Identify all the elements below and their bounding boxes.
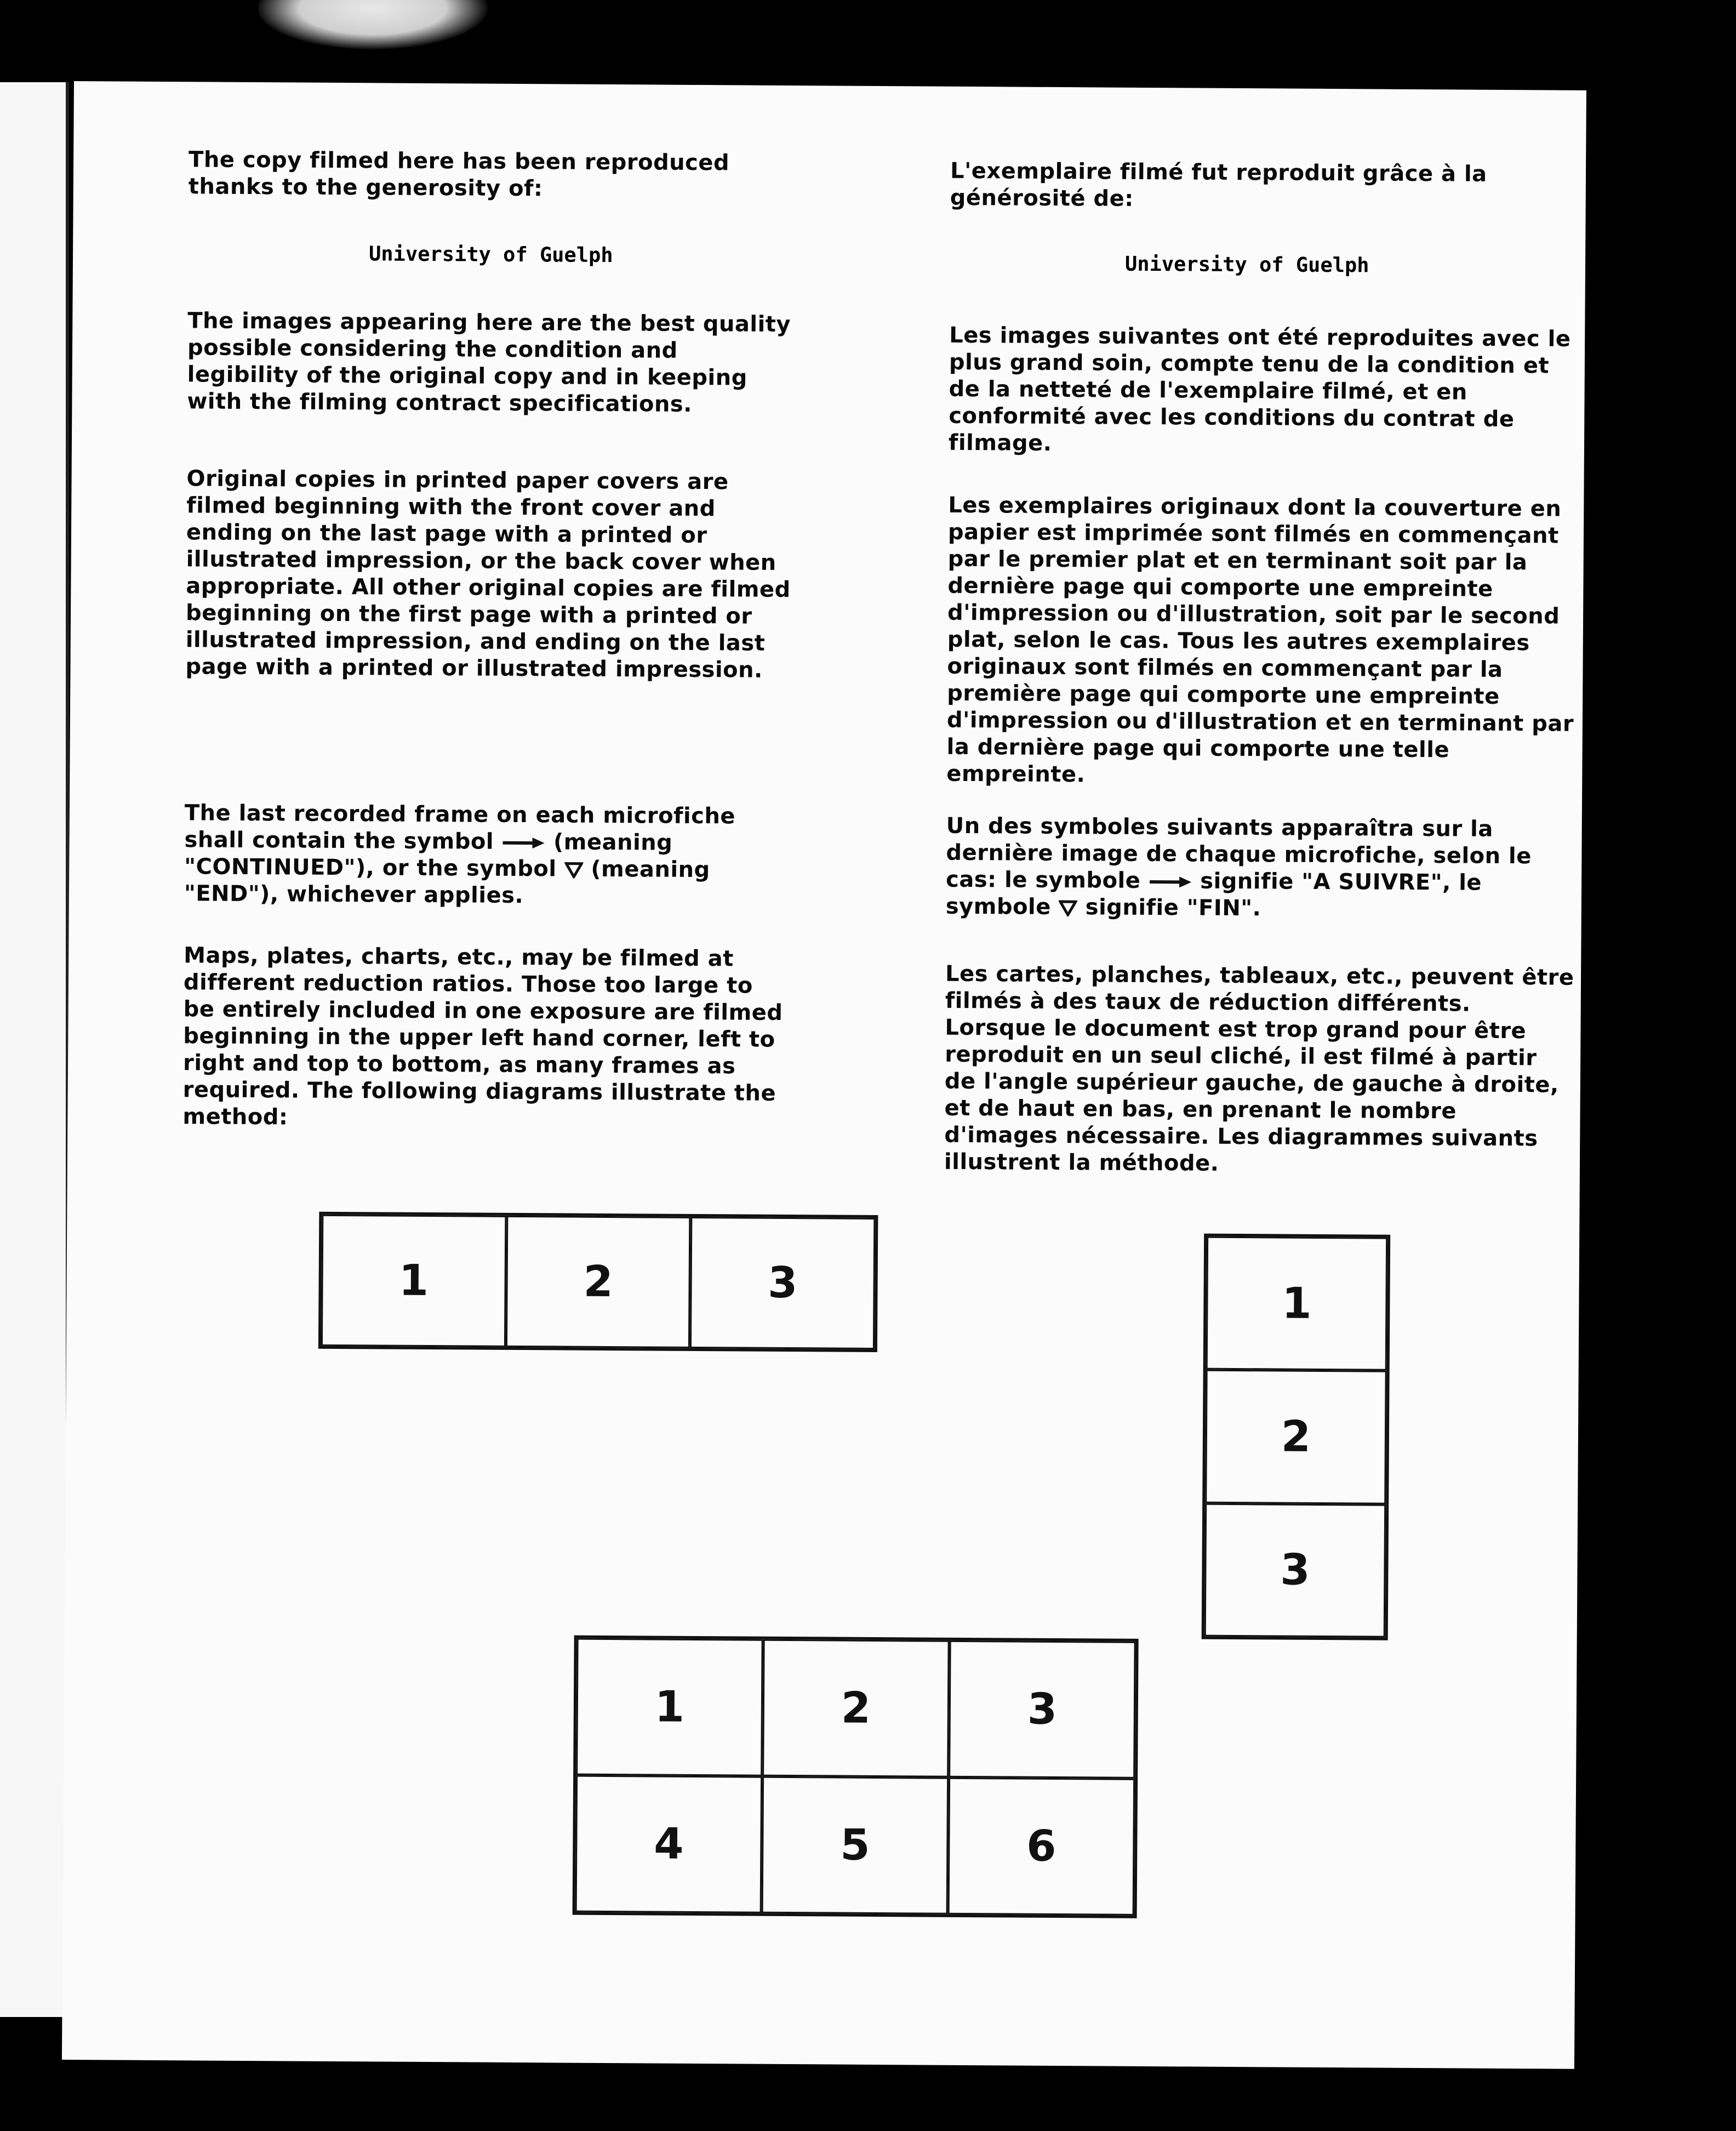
frame-cell: 4 bbox=[575, 1775, 763, 1913]
right-covers-text: Les exemplaires originaux dont la couverture en papier est imprimée sont filmés en commençant par le premier plat et en terminant soit par la dernière page qui comporte une empreinte d'impression ou d'illustration, soit par le second plat, selon le cas. Tous les autres exemplaires originaux sont filmés en commençant par la première page qui comporte une empreinte d'impression ou d'illustration et en terminant par la dernière page qui comporte une telle empreinte. bbox=[946, 492, 1574, 788]
frame-cell: 2 bbox=[1205, 1370, 1386, 1504]
right-symbols-paragraph bbox=[946, 813, 1577, 924]
frame-cell: 3 bbox=[690, 1217, 875, 1349]
document-page bbox=[62, 81, 1586, 2069]
left-quality-paragraph bbox=[187, 307, 796, 419]
grid-frame-diagram bbox=[573, 1636, 1139, 1918]
right-maps-paragraph bbox=[944, 961, 1575, 1180]
continued-arrow-icon bbox=[1149, 875, 1192, 888]
frame-cell: 2 bbox=[506, 1216, 691, 1348]
left-symbols-text-c: (meaning "END"), whichever applies. bbox=[184, 856, 710, 909]
right-intro: L'exemplaire filmé fut reproduit grâce à la générosité de: bbox=[950, 158, 1487, 212]
right-maps-text: Les cartes, planches, tableaux, etc., peuvent être filmés à des taux de réduction différents. Lorsque le document est trop grand pour être reproduit en un seul cliché, il est filmé à partir de l'angle supérieur gauche, de gauche à droite, et de haut en bas, en prenant le nombre d'images nécessaire. Les diagrammes suivants illustrent la méthode. bbox=[944, 961, 1574, 1176]
left-symbols-paragraph bbox=[184, 800, 793, 911]
left-covers-text: Original copies in printed paper covers are filmed beginning with the front cover and ending on the last page with a printed or illustrated impression, or the back cover when appropriate. All other original copies are filmed beginning on the first page with a printed or illustrated impression, and ending on the last page with a printed or illustrated impression. bbox=[185, 466, 791, 683]
right-quality-text: Les images suivantes ont été reproduites avec le plus grand soin, compte tenu de la condition et de la netteté de l'exemplaire filmé, et en conformité avec les conditions du contrat de filmage. bbox=[948, 322, 1571, 456]
left-symbols-text-a: The last recorded frame on each microfiche shall contain the symbol bbox=[184, 800, 736, 854]
left-symbols-text-b: (meaning "CONTINUED"), or the symbol bbox=[184, 829, 673, 882]
vertical-frame-diagram bbox=[1202, 1234, 1391, 1640]
frame-cell: 2 bbox=[762, 1639, 950, 1777]
frame-cell: 1 bbox=[576, 1638, 763, 1776]
end-triangle-icon bbox=[1059, 900, 1077, 916]
previous-page-edge bbox=[0, 82, 69, 2017]
scan-artifact bbox=[258, 0, 488, 49]
horizontal-frame-diagram bbox=[318, 1212, 878, 1352]
left-intro: The copy filmed here has been reproduced thanks to the generosity of: bbox=[188, 147, 730, 202]
frame-cell: 1 bbox=[321, 1215, 506, 1347]
left-maps-text: Maps, plates, charts, etc., may be filmed at different reduction ratios. Those too large to be entirely included in one exposure are filmed beginning in the upper left hand corner, left to right and top to bottom, as many frames as required. The following diagrams illustrate the method: bbox=[182, 943, 783, 1130]
frame-cell: 3 bbox=[1204, 1503, 1386, 1637]
frame-cell: 3 bbox=[949, 1640, 1136, 1779]
left-quality-text: The images appearing here are the best quality possible considering the condition and legibility of the original copy and in keeping with the filming contract specifications. bbox=[187, 308, 791, 417]
left-institution: University of Guelph bbox=[368, 242, 613, 267]
right-symbols-text-c: signifie "FIN". bbox=[1085, 894, 1261, 921]
right-institution: University of Guelph bbox=[1124, 252, 1369, 277]
continued-arrow-icon bbox=[501, 836, 545, 850]
left-maps-paragraph bbox=[182, 942, 792, 1134]
right-quality-paragraph bbox=[949, 322, 1579, 460]
frame-cell: 5 bbox=[762, 1776, 949, 1915]
right-column bbox=[950, 158, 1581, 215]
right-symbols-text-a: Un des symboles suivants apparaîtra sur la dernière image de chaque microfiche, selon le cas: le symbole bbox=[945, 813, 1532, 893]
left-column bbox=[189, 146, 797, 204]
frame-cell: 6 bbox=[948, 1777, 1135, 1916]
right-covers-paragraph bbox=[946, 492, 1578, 791]
end-triangle-icon bbox=[564, 862, 583, 878]
right-symbols-text-b: signifie "A SUIVRE", le symbole bbox=[945, 868, 1482, 920]
left-covers-paragraph bbox=[185, 465, 795, 684]
frame-cell: 1 bbox=[1206, 1237, 1387, 1371]
